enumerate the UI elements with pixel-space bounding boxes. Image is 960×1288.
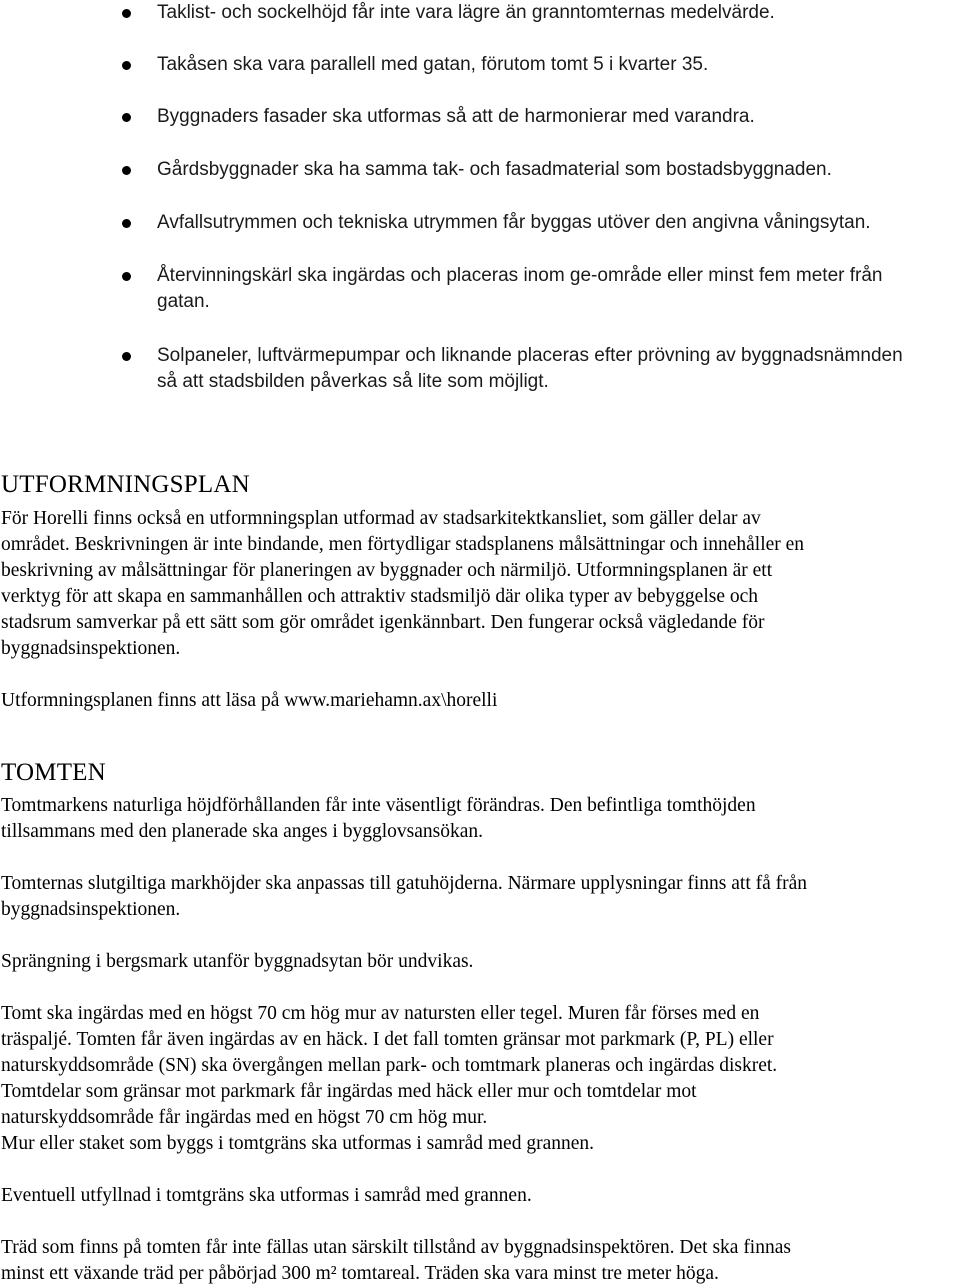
- paragraph-line: Träd som finns på tomten får inte fällas utan särskilt tillstånd av byggnadsinspektören. Det ska finnas: [1, 1237, 791, 1258]
- paragraph: [1, 1183, 959, 1209]
- bullet-text: så att stadsbilden påverkas så lite som möjligt.: [157, 371, 549, 392]
- bullet-text: Återvinningskärl ska ingärdas och placeras inom ge-område eller minst fem meter från: [157, 265, 883, 286]
- paragraph-line: För Horelli finns också en utformningsplan utformad av stadsarkitektkansliet, som gäller delar av: [1, 508, 761, 529]
- paragraph: [1, 949, 959, 975]
- paragraph-line: Tomternas slutgiltiga markhöjder ska anpassas till gatuhöjderna. Närmare upplysningar finns att få från: [1, 873, 808, 894]
- paragraph-line: området. Beskrivningen är inte bindande, men förtydligar stadsplanens målsättningar och innehåller en: [1, 534, 805, 555]
- paragraph-line: byggnadsinspektionen.: [1, 899, 181, 920]
- paragraph-line: byggnadsinspektionen.: [1, 638, 181, 659]
- bullet-text: Avfallsutrymmen och tekniska utrymmen får byggas utöver den angivna våningsytan.: [157, 212, 871, 233]
- bullet-text: gatan.: [157, 291, 210, 312]
- bullet-dot-icon: [122, 166, 131, 175]
- paragraph: [1, 793, 959, 845]
- bullet-dot-icon: [122, 352, 131, 361]
- paragraph-line: Utformningsplanen finns att läsa på www.mariehamn.ax\horelli: [1, 690, 498, 711]
- paragraph-line: minst ett växande träd per påbörjad 300 m² tomtareal. Träden ska vara minst tre meter höga.: [1, 1263, 719, 1284]
- paragraph: [1, 1001, 959, 1157]
- paragraph-line: tillsammans med den planerade ska anges i bygglovsansökan.: [1, 821, 483, 842]
- paragraph: [1, 1235, 959, 1287]
- paragraph-line: naturskyddsområde (SN) ska övergången mellan park- och tomtmark planeras och ingärdas diskret.: [1, 1055, 778, 1076]
- bullet-text: Takåsen ska vara parallell med gatan, förutom tomt 5 i kvarter 35.: [157, 54, 709, 75]
- paragraph-line: stadsrum samverkar på ett sätt som gör området igenkännbart. Den fungerar också vägledande för: [1, 612, 765, 633]
- bullet-text: Solpaneler, luftvärmepumpar och liknande placeras efter prövning av byggnadsnämnden: [157, 345, 903, 366]
- bullet-text: Byggnaders fasader ska utformas så att de harmonierar med varandra.: [157, 106, 755, 127]
- bullet-dot-icon: [122, 113, 131, 122]
- bullet-dot-icon: [122, 219, 131, 228]
- paragraph-line: träspaljé. Tomten får även ingärdas av en häck. I det fall tomten gränsar mot parkmark (P, PL) eller: [1, 1029, 774, 1050]
- bullet-text: Gårdsbyggnader ska ha samma tak- och fasadmaterial som bostadsbyggnaden.: [157, 159, 832, 180]
- paragraph-line: Tomtmarkens naturliga höjdförhållanden får inte väsentligt förändras. Den befintliga tomthöjden: [1, 795, 756, 816]
- paragraph-line: Tomtdelar som gränsar mot parkmark får ingärdas med häck eller mur och tomtdelar mot: [1, 1081, 697, 1102]
- paragraph-line: Tomt ska ingärdas med en högst 70 cm hög mur av natursten eller tegel. Muren får förses med en: [1, 1003, 760, 1024]
- section-heading: UTFORMNINGSPLAN: [1, 471, 250, 498]
- paragraph-line: beskrivning av målsättningar för planeringen av byggnader och närmiljö. Utformningsplanen är ett: [1, 560, 773, 581]
- bullet-dot-icon: [122, 9, 131, 18]
- paragraph-line: naturskyddsområde får ingärdas med en högst 70 cm hög mur.: [1, 1107, 488, 1128]
- paragraph: [1, 506, 959, 662]
- bullet-dot-icon: [122, 272, 131, 281]
- paragraph-line: verktyg för att skapa en sammanhållen och attraktiv stadsmiljö där olika typer av bebyggelse och: [1, 586, 759, 607]
- paragraph-line: Sprängning i bergsmark utanför byggnadsytan bör undvikas.: [1, 951, 474, 972]
- paragraph: [1, 688, 959, 714]
- section-heading: TOMTEN: [1, 759, 106, 786]
- bullet-dot-icon: [122, 61, 131, 70]
- paragraph-line: Eventuell utfyllnad i tomtgräns ska utformas i samråd med grannen.: [1, 1185, 532, 1206]
- paragraph: [1, 871, 959, 923]
- bullet-text: Taklist- och sockelhöjd får inte vara lägre än granntomternas medelvärde.: [157, 2, 775, 23]
- paragraph-line: Mur eller staket som byggs i tomtgräns ska utformas i samråd med grannen.: [1, 1133, 594, 1154]
